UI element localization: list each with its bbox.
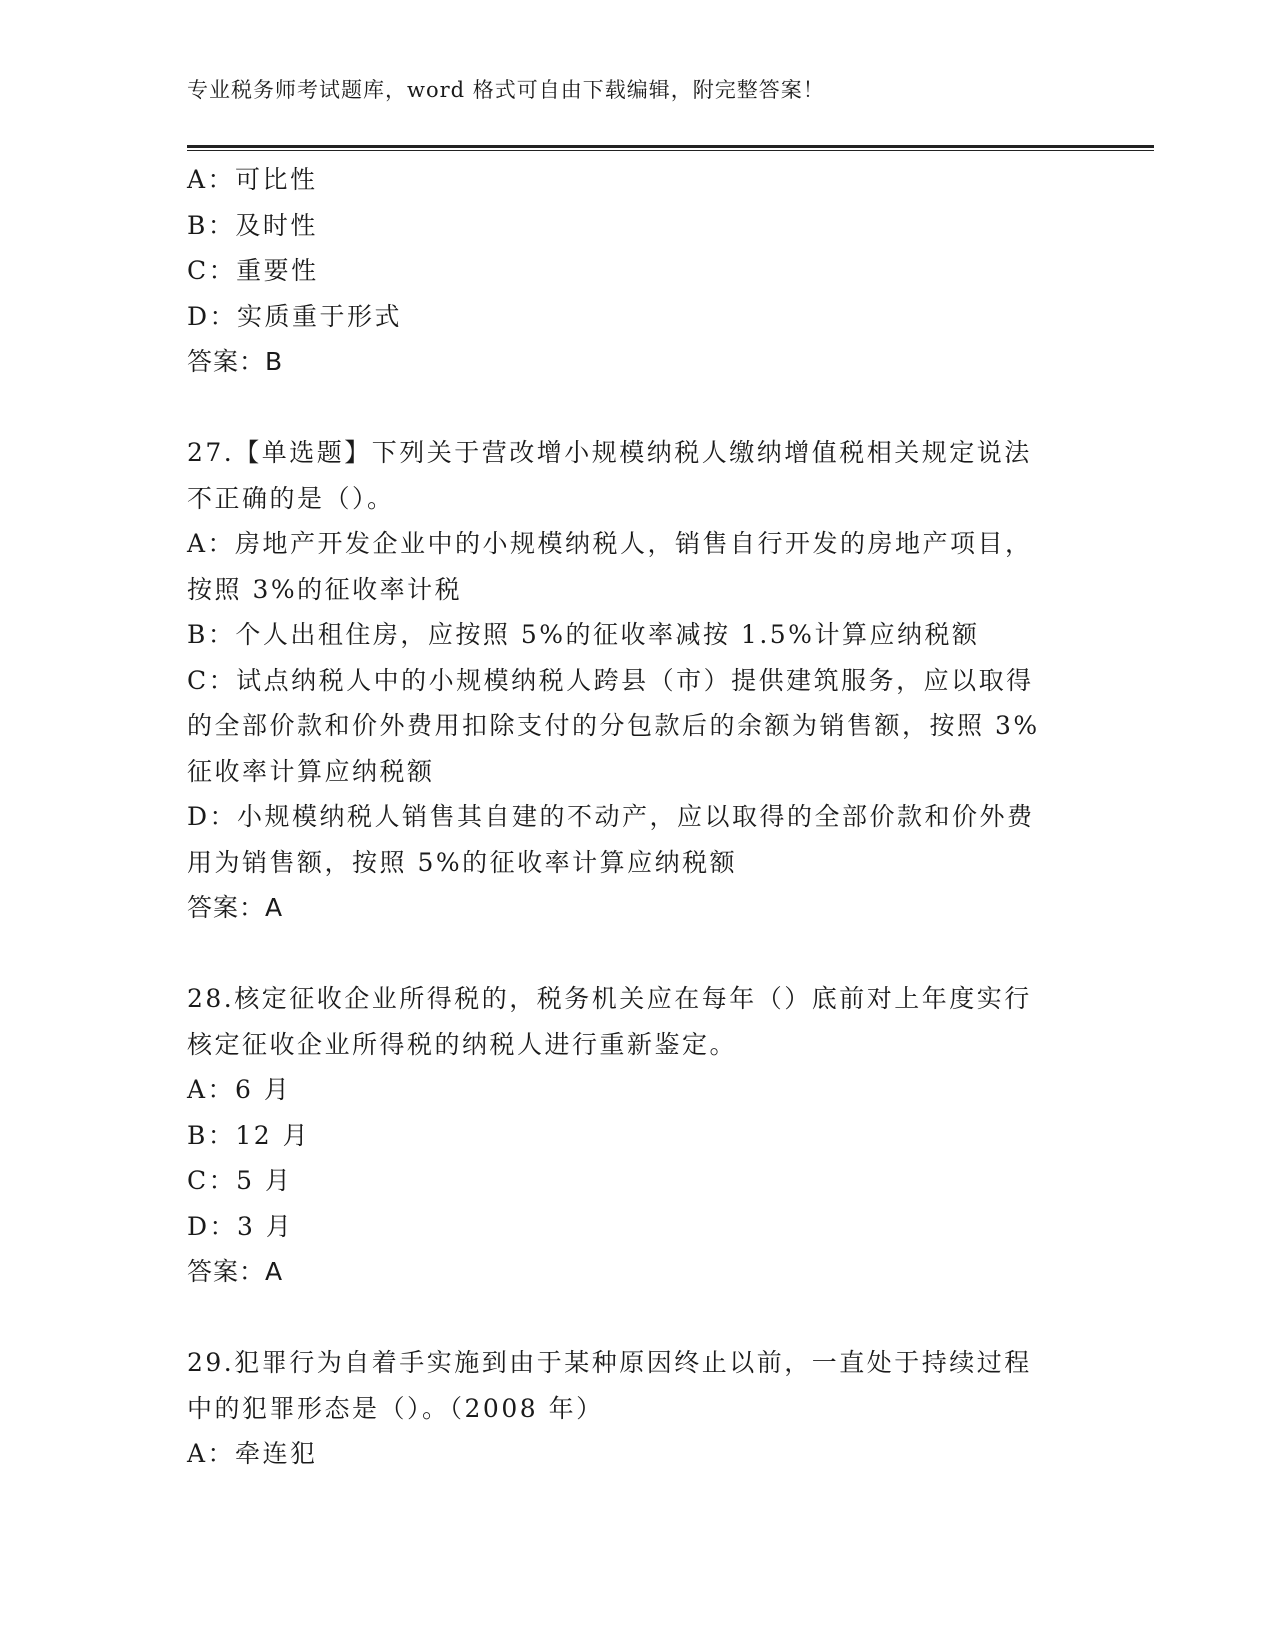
- spacer: [187, 385, 1087, 431]
- option-a: A：房地产开发企业中的小规模纳税人，销售自行开发的房地产项目，: [187, 529, 1033, 558]
- question-29-text: 中的犯罪形态是（）。（2008 年）: [187, 1393, 604, 1423]
- option-c: C：重要性: [187, 256, 319, 285]
- header-divider: [187, 145, 1154, 151]
- option-b: B：个人出租住房，应按照 5%的征收率减按 1.5%计算应纳税额: [187, 620, 980, 649]
- question-28-text: 核定征收企业所得税的纳税人进行重新鉴定。: [187, 1029, 738, 1059]
- question-28-text: 28.核定征收企业所得税的，税务机关应在每年（）底前对上年度实行: [187, 984, 1032, 1013]
- option-d: D：小规模纳税人销售其自建的不动产，应以取得的全部价款和价外费: [187, 802, 1035, 831]
- option-c: C：5 月: [187, 1166, 293, 1195]
- question-27-text: 27.【单选题】下列关于营改增小规模纳税人缴纳增值税相关规定说法: [187, 438, 1032, 467]
- option-d: D：实质重于形式: [187, 301, 403, 331]
- spacer: [187, 931, 1087, 977]
- answer: 答案：B: [187, 347, 284, 376]
- option-a: A：6 月: [187, 1075, 292, 1104]
- option-a: 按照 3%的征收率计税: [187, 574, 463, 604]
- document-body: [187, 157, 1087, 1477]
- answer: 答案：A: [187, 893, 284, 922]
- option-d: D：3 月: [187, 1211, 294, 1241]
- answer: 答案：A: [187, 1257, 284, 1286]
- spacer: [187, 1295, 1087, 1341]
- option-c: 的全部价款和价外费用扣除支付的分包款后的余额为销售额，按照 3%: [187, 711, 1040, 740]
- option-a: A：牵连犯: [187, 1439, 318, 1468]
- question-29-text: 29.犯罪行为自着手实施到由于某种原因终止以前，一直处于持续过程: [187, 1348, 1032, 1377]
- option-b: B：及时性: [187, 210, 318, 240]
- option-c: C：试点纳税人中的小规模纳税人跨县（市）提供建筑服务，应以取得: [187, 665, 1034, 695]
- option-b: B：12 月: [187, 1120, 311, 1150]
- page-header: 专业税务师考试题库，word 格式可自由下载编辑，附完整答案！: [187, 78, 825, 102]
- option-d: 用为销售额，按照 5%的征收率计算应纳税额: [187, 847, 738, 877]
- option-a: A：可比性: [187, 165, 318, 194]
- question-27-text: 不正确的是（）。: [187, 483, 395, 513]
- option-c: 征收率计算应纳税额: [187, 756, 435, 786]
